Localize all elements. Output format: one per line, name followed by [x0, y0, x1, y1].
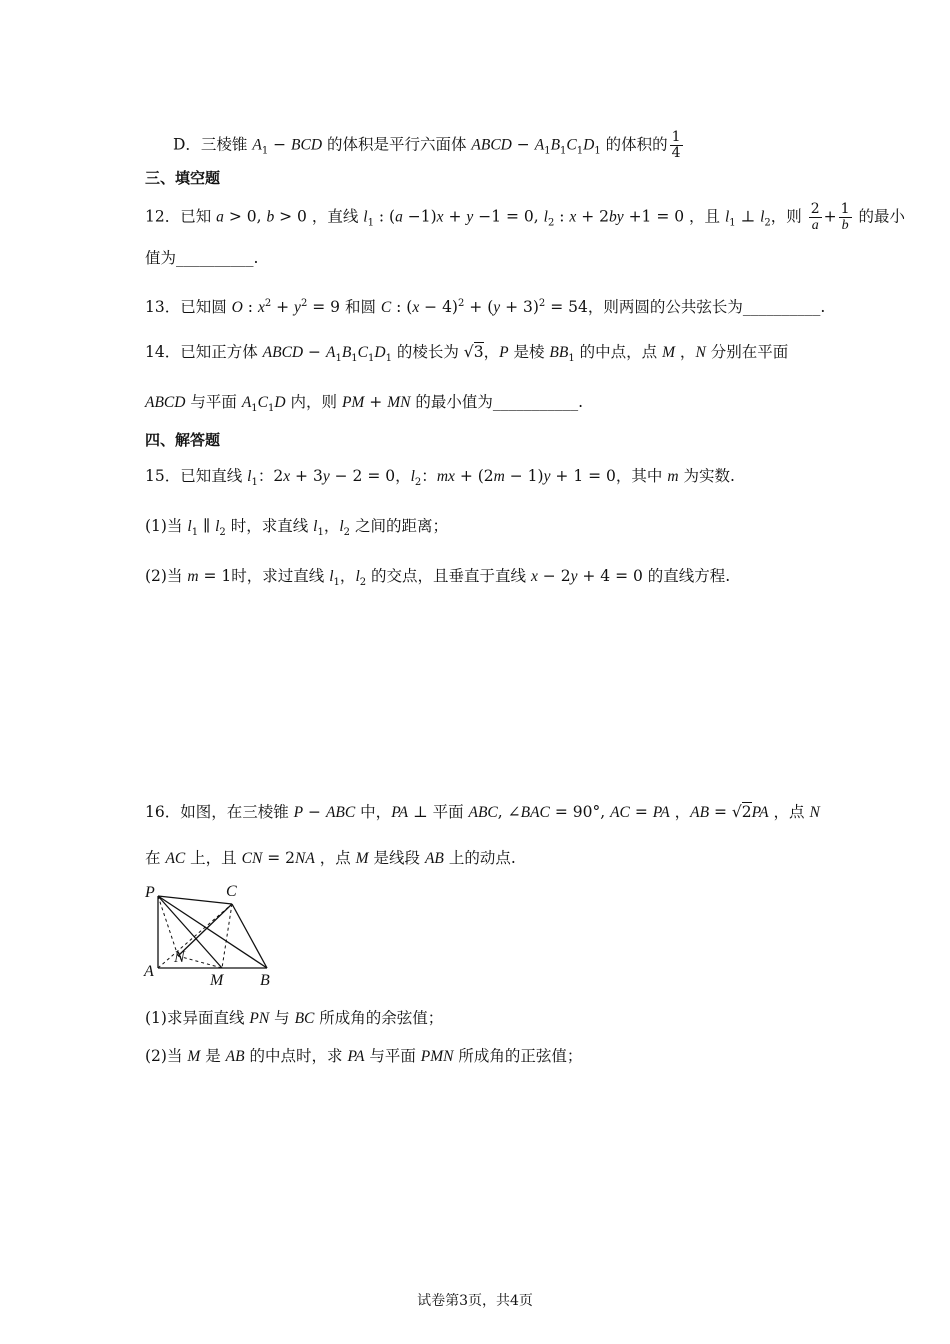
section-title-solutions: 四、解答题 [145, 431, 221, 449]
edge-cm [222, 904, 232, 968]
page-footer: 试卷第3页，共4页 [417, 1293, 533, 1309]
label-b: B [260, 972, 270, 989]
section-title-fill-in: 三、填空题 [145, 169, 221, 187]
label-c: C [226, 883, 237, 900]
question-13: 13．已知圆 O : $x^2 + y^2 = 9$ 和圆 C : $(x - 4)^2 + (y + 3)^2 = 54$，则两圆的公共弦长为__________. [145, 298, 826, 317]
option-d: D．三棱锥 $A_1$ − BCD 的体积是平行六面体 ABCD − $A_1B_1C_1D_1$ 的体积的 $\frac{1}{4}$ [173, 129, 681, 161]
edge-cb [232, 904, 267, 968]
label-a: A [144, 963, 154, 980]
label-n: N [174, 949, 185, 966]
label-p: P [145, 884, 155, 901]
question-16-line-1: 16．如图，在三棱锥 P − ABC 中，PA ⊥ 平面 ABC, ∠BAC = 90°, AC = PA ，AB = √2PA ，点 N [145, 803, 820, 821]
question-15: 15．已知直线 $l_1$：2x + 3y − 2 = 0，$l_2$：mx + (2m − 1)y + 1 = 0，其中 m 为实数. [145, 467, 735, 489]
edge-ac [158, 904, 232, 968]
question-15-part-1: (1)当 $l_1$ ∥ $l_2$ 时，求直线 $l_1$，$l_2$ 之间的距离； [145, 517, 448, 539]
edge-pn [158, 896, 178, 956]
question-12-line-2: 值为__________. [145, 249, 259, 267]
pyramid-figure [140, 880, 290, 992]
question-14-line-1: 14．已知正方体 ABCD − $A_1B_1C_1D_1$ 的棱长为 √3，P 是棱 $BB_1$ 的中点，点 M ，N 分别在平面 [145, 343, 789, 365]
question-15-part-2: (2)当 m = 1时，求过直线 $l_1$，$l_2$ 的交点，且垂直于直线 x − 2y + 4 = 0 的直线方程. [145, 567, 731, 589]
label-m: M [210, 972, 224, 989]
question-16-part-1: (1)求异面直线 PN 与 BC 所成角的余弦值； [145, 1009, 444, 1027]
question-16-line-2: 在 AC 上，且 CN = 2NA ，点 M 是线段 AB 上的动点. [145, 849, 516, 867]
question-12-line-1: 12．已知 a > 0, b > 0 ，直线 $l_1$ : (a −1)x + y −1 = 0, $l_2$ : x + 2by +1 = 0 ，且 $l_1$ ⊥ $l_2$，则 $\frac{2}{a}$ + $\frac{1}{b}$ 的最小 [145, 201, 906, 233]
question-14-line-2: ABCD 与平面 $A_1C_1D$ 内，则 PM + MN 的最小值为___________. [145, 393, 584, 415]
question-16-part-2: (2)当 M 是 AB 的中点时，求 PA 与平面 PMN 所成角的正弦值； [145, 1047, 583, 1065]
